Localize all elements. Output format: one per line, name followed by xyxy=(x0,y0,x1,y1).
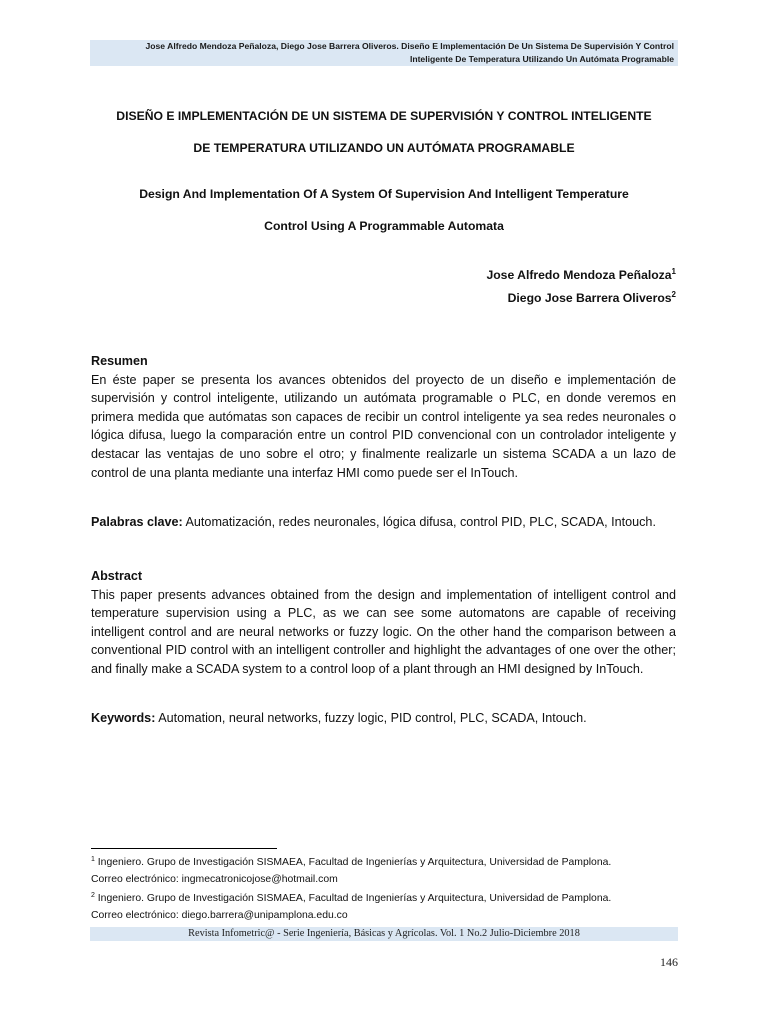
author-2 xyxy=(486,285,676,308)
author-1 xyxy=(486,262,676,285)
footnote-1-email: Correo electrónico: ingmecatronicojose@hotmail.com xyxy=(91,873,338,885)
footnote-2-affiliation: Ingeniero. Grupo de Investigación SISMAEA, Facultad de Ingenierías y Arquitectura, Universidad de Pamplona. xyxy=(97,893,612,904)
footnote-1-mark: 1 xyxy=(91,856,95,863)
author-2-footnote-mark: 2 xyxy=(671,290,676,299)
running-header-line1: Jose Alfredo Mendoza Peñaloza, Diego Jose Barrera Oliveros. Diseño E Implementación De Un Sistema De Supervisión Y Control xyxy=(145,41,674,51)
page-number: 146 xyxy=(660,955,678,969)
author-2-name: Diego Jose Barrera Oliveros xyxy=(507,291,672,305)
keywords-label: Keywords: xyxy=(91,711,156,725)
author-list xyxy=(486,262,676,308)
title-spanish xyxy=(90,100,678,164)
running-header xyxy=(90,40,678,66)
resumen-heading: Resumen xyxy=(91,354,148,368)
title-english-line2: Control Using A Programmable Automata xyxy=(264,219,504,233)
running-header-line2: Inteligente De Temperatura Utilizando Un Autómata Programable xyxy=(409,54,674,64)
footnote-2-email: Correo electrónico: diego.barrera@unipamplona.edu.co xyxy=(91,909,348,921)
footnote-2-mark: 2 xyxy=(91,892,95,899)
title-english-line1: Design And Implementation Of A System Of Supervision And Intelligent Temperature xyxy=(139,187,629,201)
keywords-text: Automation, neural networks, fuzzy logic, PID control, PLC, SCADA, Intouch. xyxy=(158,711,587,725)
footnotes xyxy=(91,852,681,924)
footnote-2 xyxy=(91,888,681,924)
palabras-clave-text: Automatización, redes neuronales, lógica difusa, control PID, PLC, SCADA, Intouch. xyxy=(185,515,656,529)
title-english xyxy=(90,178,678,242)
title-spanish-line1: DISEÑO E IMPLEMENTACIÓN DE UN SISTEMA DE SUPERVISIÓN Y CONTROL INTELIGENTE xyxy=(116,109,652,123)
abstract-text: This paper presents advances obtained from the design and implementation of intelligent control and temperature supervision using a PLC, as we can see some automatons are capable of receiving intelligent control and are neural networks or fuzzy logic. On the other hand the comparison between a conventional PID control with an intelligent controller and highlight the advantages of one over the other; and finally make a SCADA system to a control loop of a plant through an HMI designed by InTouch. xyxy=(91,587,676,676)
journal-footer: Revista Infometric@ - Serie Ingeniería, Básicas y Agrícolas. Vol. 1 No.2 Julio-Diciembre 2018 xyxy=(90,927,678,941)
keywords-section xyxy=(91,709,676,728)
palabras-clave-section xyxy=(91,513,676,532)
footnote-1-affiliation: Ingeniero. Grupo de Investigación SISMAEA, Facultad de Ingenierías y Arquitectura, Universidad de Pamplona. xyxy=(97,857,612,868)
resumen-section xyxy=(91,352,676,482)
title-spanish-line2: DE TEMPERATURA UTILIZANDO UN AUTÓMATA PROGRAMABLE xyxy=(193,141,575,155)
abstract-section xyxy=(91,567,676,679)
author-1-name: Jose Alfredo Mendoza Peñaloza xyxy=(486,268,672,282)
footnote-divider xyxy=(91,848,277,849)
resumen-text: En éste paper se presenta los avances obtenidos del proyecto de un diseño e implementación de supervisión y control inteligente, utilizando un autómata programable o PLC, en donde veremos en primera medida que autómatas son capaces de recibir un control inteligente ya sea redes neuronales o lógica difusa, luego la comparación entre un control PID convencional con un controlador inteligente y destacar las ventajas de uno sobre el otro; y finalmente realizarle un sistema SCADA a un lazo de control de una planta mediante una interfaz HMI como puede ser el InTouch. xyxy=(91,372,676,480)
palabras-clave-label: Palabras clave: xyxy=(91,515,183,529)
footnote-1 xyxy=(91,852,681,888)
abstract-heading: Abstract xyxy=(91,569,143,583)
author-1-footnote-mark: 1 xyxy=(671,267,676,276)
